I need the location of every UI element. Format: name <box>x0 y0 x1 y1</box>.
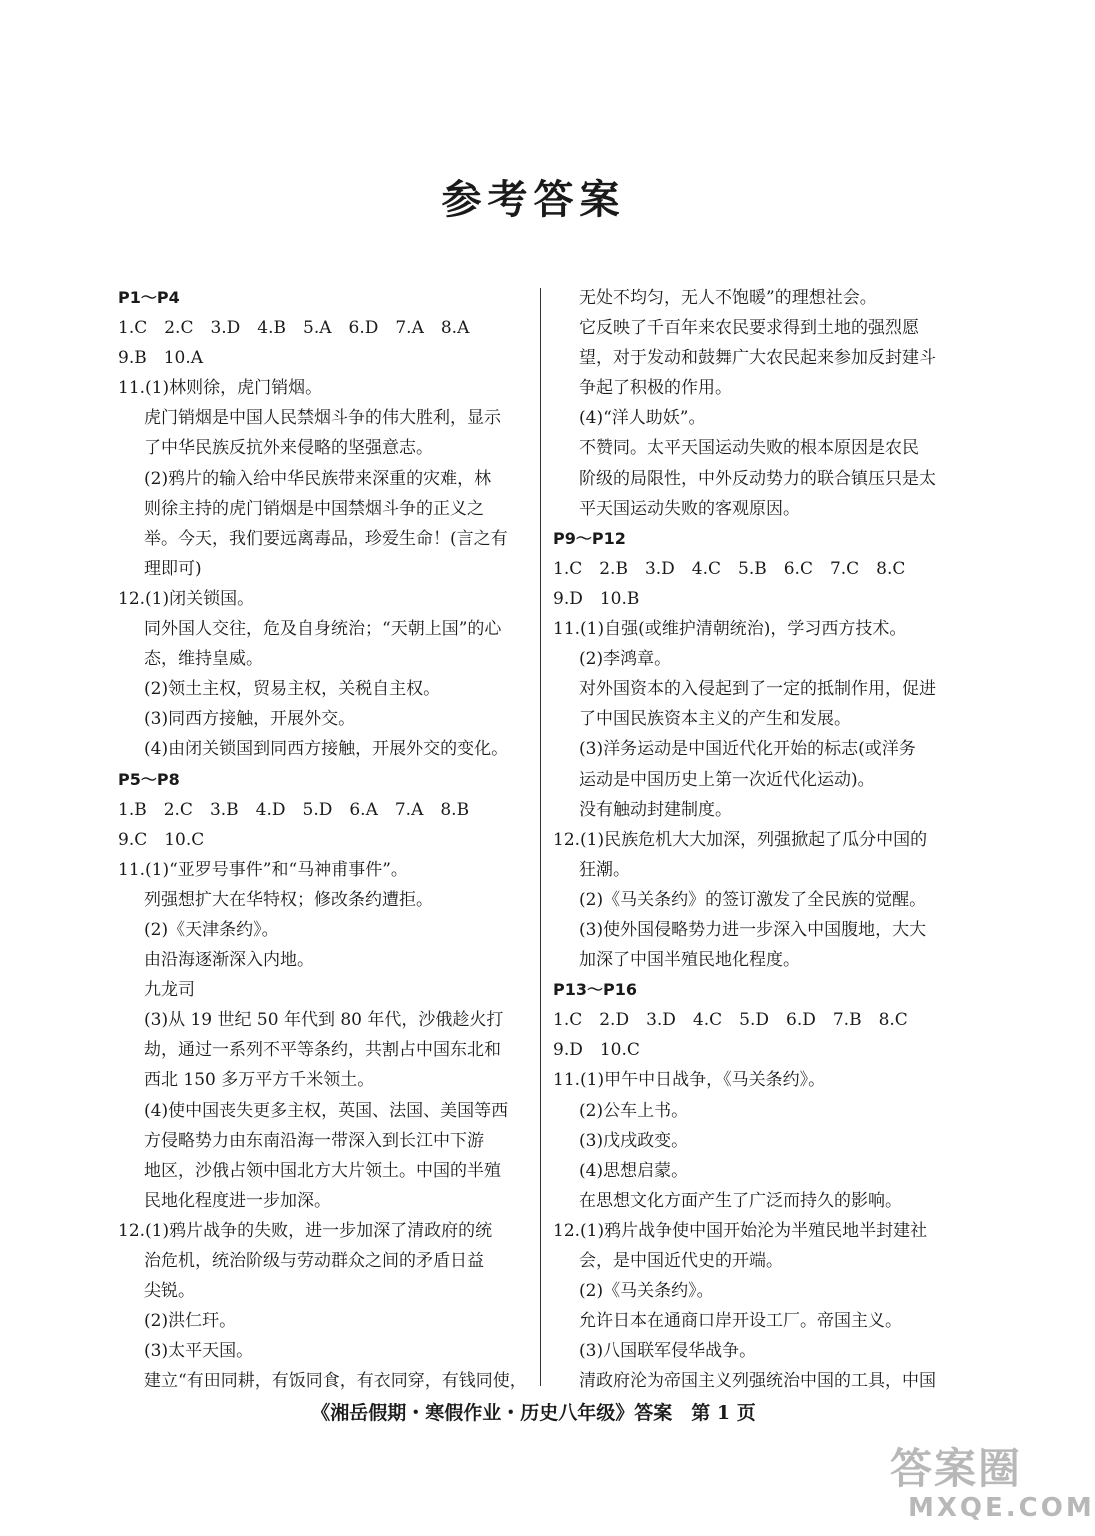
answer-line: (4)使中国丧失更多主权，英国、法国、美国等西 <box>144 1100 509 1121</box>
answer-line: 平天国运动失败的客观原因。 <box>579 498 800 519</box>
answer-line: 11.(1)“亚罗号事件”和“马神甫事件”。 <box>118 859 408 880</box>
answer-line: (3)太平天国。 <box>144 1341 254 1362</box>
answer-line: 它反映了千百年来农民要求得到土地的强烈愿 <box>579 318 919 339</box>
answer-line: (2)《马关条约》的签订激发了全民族的觉醒。 <box>579 889 927 910</box>
answer-line: (2)《马关条约》。 <box>579 1281 714 1302</box>
answer-line: 9.C 10.C <box>118 829 205 850</box>
answer-line: 11.(1)甲午中日战争，《马关条约》。 <box>553 1070 826 1091</box>
answer-line: 由沿海逐渐深入内地。 <box>144 950 314 971</box>
answer-line: 同外国人交往，危及自身统治；“天朝上国”的心 <box>144 619 502 640</box>
answer-line: 争起了积极的作用。 <box>579 378 732 399</box>
column-divider <box>540 288 541 1386</box>
answer-line: (3)使外国侵略势力进一步深入中国腹地，大大 <box>579 919 927 940</box>
answer-line: 9.B 10.A <box>118 348 204 369</box>
answer-line: (2)洪仁玕。 <box>144 1311 237 1332</box>
answer-line: 则徐主持的虎门销烟是中国禁烟斗争的正义之 <box>144 498 484 519</box>
section-heading: P1～P4 <box>118 288 180 307</box>
answer-line: 1.C 2.B 3.D 4.C 5.B 6.C 7.C 8.C <box>553 558 906 579</box>
answer-line: 允许日本在通商口岸开设工厂。帝国主义。 <box>579 1311 902 1332</box>
answer-line: 1.C 2.C 3.D 4.B 5.A 6.D 7.A 8.A <box>118 318 470 339</box>
answer-line: 12.(1)民族危机大大加深，列强掀起了瓜分中国的 <box>553 829 928 850</box>
right-answer-column <box>553 283 963 1396</box>
answer-line: 态，维持皇威。 <box>144 649 263 670</box>
answer-line: 了中华民族反抗外来侵略的坚强意志。 <box>144 438 433 459</box>
answer-line: 运动是中国历史上第一次近代化运动)。 <box>579 769 875 790</box>
answer-line: 狂潮。 <box>579 859 630 880</box>
answer-line: 建立“有田同耕，有饭同食，有衣同穿，有钱同使， <box>144 1371 527 1392</box>
answer-line: (3)八国联军侵华战争。 <box>579 1341 757 1362</box>
answer-line: (2)领土主权，贸易主权，关税自主权。 <box>144 679 441 700</box>
answer-line: 举。今天，我们要远离毒品，珍爱生命！(言之有 <box>144 528 508 549</box>
watermark-logo <box>890 1444 1095 1530</box>
page-title: 参考答案 <box>441 177 626 223</box>
answer-line: 12.(1)鸦片战争的失败，进一步加深了清政府的统 <box>118 1220 493 1241</box>
answer-line: (2)李鸿章。 <box>579 649 672 670</box>
answer-line: (2)公车上书。 <box>579 1100 689 1121</box>
section-heading: P13～P16 <box>553 980 637 1000</box>
answer-line: 12.(1)鸦片战争使中国开始沦为半殖民地半封建社 <box>553 1220 928 1241</box>
answer-line: 不赞同。太平天国运动失败的根本原因是农民 <box>579 438 919 459</box>
section-heading: P5～P8 <box>118 769 180 789</box>
answer-line: 了中国民族资本主义的产生和发展。 <box>579 709 851 730</box>
answer-line: 加深了中国半殖民地化程度。 <box>579 950 800 971</box>
watermark-site-text: MXQE.COM <box>908 1493 1095 1523</box>
answer-line: (3)洋务运动是中国近代化开始的标志(或洋务 <box>579 739 916 760</box>
answer-line: 12.(1)闭关锁国。 <box>118 588 255 609</box>
answer-line: (3)戊戌政变。 <box>579 1130 689 1151</box>
answer-line: 望，对于发动和鼓舞广大农民起来参加反封建斗 <box>579 348 936 369</box>
answer-line: 11.(1)自强(或维护清朝统治)，学习西方技术。 <box>553 619 907 640</box>
answer-line: (3)从 19 世纪 50 年代到 80 年代，沙俄趁火打 <box>144 1010 504 1031</box>
answer-line: 西北 150 多万平方千米领土。 <box>144 1070 375 1091</box>
answer-line: (3)同西方接触，开展外交。 <box>144 709 356 730</box>
answer-line: 理即可) <box>144 558 202 579</box>
answer-line: 没有触动封建制度。 <box>579 799 732 820</box>
answer-line: 9.D 10.C <box>553 1040 640 1061</box>
answer-line: 列强想扩大在华特权；修改条约遭拒。 <box>144 889 433 910</box>
answer-line: (2)《天津条约》。 <box>144 919 279 940</box>
answer-line: 治危机，统治阶级与劳动群众之间的矛盾日益 <box>144 1251 484 1271</box>
answer-line: 地区，沙俄占领中国北方大片领土。中国的半殖 <box>144 1160 501 1181</box>
answer-line: 9.D 10.B <box>553 588 640 609</box>
answer-line: 对外国资本的入侵起到了一定的抵制作用，促进 <box>579 679 936 700</box>
answer-line: 九龙司 <box>144 980 195 1001</box>
answer-line: 无处不均匀，无人不饱暖”的理想社会。 <box>579 288 877 308</box>
answer-line: 1.C 2.D 3.D 4.C 5.D 6.D 7.B 8.C <box>553 1010 908 1031</box>
section-heading: P9～P12 <box>553 528 626 548</box>
answer-line: 劫，通过一系列不平等条约，共割占中国东北和 <box>144 1040 501 1061</box>
page-footer: 《湘岳假期・寒假作业・历史八年级》答案 第 1 页 <box>311 1402 756 1424</box>
answer-line: 民地化程度进一步加深。 <box>144 1190 331 1211</box>
watermark-main-text: 答案圈 <box>890 1444 1023 1493</box>
answer-line: 会，是中国近代史的开端。 <box>579 1251 783 1271</box>
answer-line: 阶级的局限性，中外反动势力的联合镇压只是太 <box>579 468 936 489</box>
answer-line: 虎门销烟是中国人民禁烟斗争的伟大胜利，显示 <box>144 408 501 429</box>
answer-line: (4)思想启蒙。 <box>579 1160 689 1181</box>
answer-line: 在思想文化方面产生了广泛而持久的影响。 <box>579 1190 902 1211</box>
answer-line: (2)鸦片的输入给中华民族带来深重的灾难，林 <box>144 468 492 489</box>
answer-line: 方侵略势力由东南沿海一带深入到长江中下游 <box>144 1130 484 1151</box>
answer-line: 11.(1)林则徐，虎门销烟。 <box>118 378 323 399</box>
answer-line: (4)由闭关锁国到同西方接触，开展外交的变化。 <box>144 739 509 760</box>
answer-line: 尖锐。 <box>144 1281 195 1302</box>
answer-line: (4)“洋人助妖”。 <box>579 408 706 429</box>
answer-line: 1.B 2.C 3.B 4.D 5.D 6.A 7.A 8.B <box>118 799 470 820</box>
left-answer-column <box>118 283 528 1396</box>
answer-line: 清政府沦为帝国主义列强统治中国的工具，中国 <box>579 1371 936 1392</box>
